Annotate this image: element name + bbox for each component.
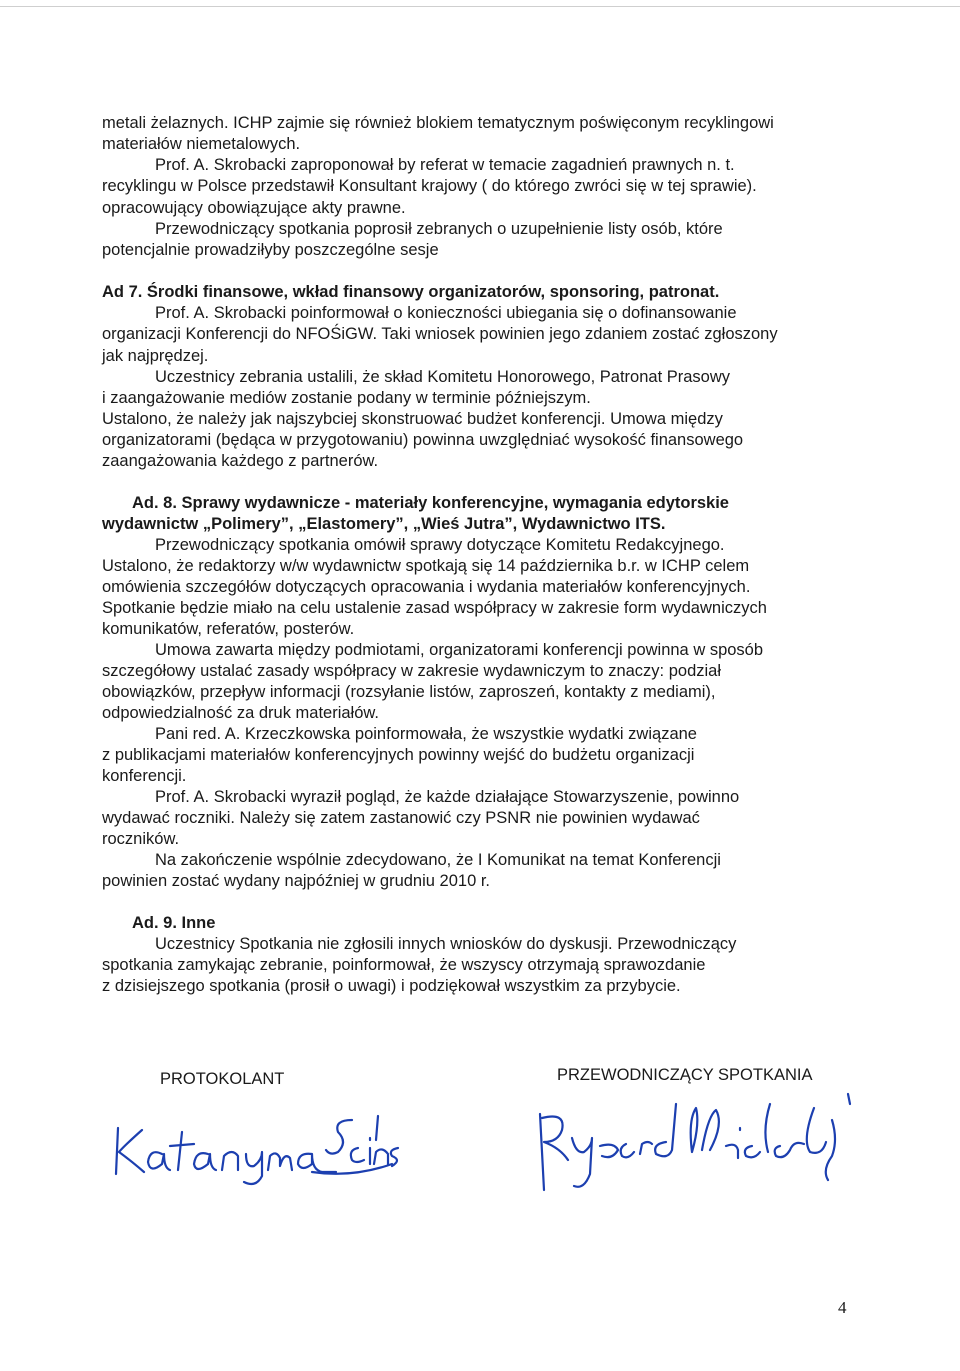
- right-signature: [532, 1090, 862, 1205]
- text-line: Przewodniczący spotkania poprosił zebranych o uzupełnienie listy osób, które: [155, 220, 723, 238]
- text-line: jak najprędzej.: [102, 347, 209, 365]
- text-line: komunikatów, referatów, posterów.: [102, 620, 355, 638]
- text-line: odpowiedzialność za druk materiałów.: [102, 704, 379, 722]
- text-line: obowiązków, przepływ informacji (rozsyłanie listów, zaproszeń, kontakty z mediami),: [102, 683, 716, 701]
- text-line: z publikacjami materiałów konferencyjnych powinny wejść do budżetu organizacji: [102, 746, 695, 764]
- text-line: konferencji.: [102, 767, 187, 785]
- text-line: Prof. A. Skrobacki poinformował o konieczności ubiegania się o dofinansowanie: [155, 304, 737, 322]
- text-line: organizacji Konferencji do NFOŚiGW. Taki wniosek powinien jego zdaniem zostać zgłoszony: [102, 325, 778, 343]
- text-line: powinien zostać wydany najpóźniej w grudniu 2010 r.: [102, 872, 490, 890]
- text-line: metali żelaznych. ICHP zajmie się również blokiem tematycznym poświęconym recyklingowi: [102, 114, 774, 132]
- text-line: i zaangażowanie mediów zostanie podany w terminie późniejszym.: [102, 389, 591, 407]
- text-line: wydawać roczniki. Należy się zatem zastanowić czy PSNR nie powinien wydawać: [102, 809, 700, 827]
- page-number: 4: [838, 1298, 847, 1317]
- text-line: Przewodniczący spotkania omówił sprawy dotyczące Komitetu Redakcyjnego.: [155, 536, 725, 554]
- text-line: z dzisiejszego spotkania (prosił o uwagi) i podziękował wszystkim za przybycie.: [102, 977, 681, 995]
- text-line: Ustalono, że należy jak najszybciej skonstruować budżet konferencji. Umowa między: [102, 410, 723, 428]
- text-line: szczegółowy ustalać zasady współpracy w zakresie wydawniczym to znaczy: podział: [102, 662, 721, 680]
- text-line: opracowujący obowiązujące akty prawne.: [102, 199, 406, 217]
- text-line: Spotkanie będzie miało na celu ustalenie zasad współpracy w zakresie form wydawniczych: [102, 599, 767, 617]
- text-line: Prof. A. Skrobacki zaproponował by referat w temacie zagadnień prawnych n. t.: [155, 156, 735, 174]
- protokolant-label: PROTOKOLANT: [160, 1070, 285, 1088]
- section-heading-ad7: Ad 7. Środki finansowe, wkład finansowy organizatorów, sponsoring, patronat.: [102, 283, 720, 301]
- text-line: Prof. A. Skrobacki wyraził pogląd, że każde działające Stowarzyszenie, powinno: [155, 788, 740, 806]
- text-line: organizatorami (będąca w przygotowaniu) powinna uwzględniać wysokość finansowego: [102, 431, 744, 449]
- text-line: Uczestnicy Spotkania nie zgłosili innych wniosków do dyskusji. Przewodniczący: [155, 935, 737, 953]
- left-signature: [112, 1108, 402, 1188]
- text-line: zaangażowania każdego z partnerów.: [102, 452, 379, 470]
- text-line: Ustalono, że redaktorzy w/w wydawnictw spotkają się 14 października b.r. w ICHP celem: [102, 557, 750, 575]
- text-line: materiałów niemetalowych.: [102, 135, 301, 153]
- text-line: roczników.: [102, 830, 180, 848]
- section-heading-ad8-cont: wydawnictw „Polimery”, „Elastomery”, „Wieś Jutra”, Wydawnictwo ITS.: [102, 515, 666, 533]
- section-heading-ad8: Ad. 8. Sprawy wydawnicze - materiały konferencyjne, wymagania edytorskie: [132, 494, 729, 512]
- text-line: recyklingu w Polsce przedstawił Konsultant krajowy ( do którego zwróci się w tej sprawie).: [102, 177, 757, 195]
- text-line: Uczestnicy zebrania ustalili, że skład Komitetu Honorowego, Patronat Prasowy: [155, 368, 731, 386]
- text-line: omówienia szczegółów dotyczących opracowania i wydania materiałów konferencyjnych.: [102, 578, 751, 596]
- chairman-label: PRZEWODNICZĄCY SPOTKANIA: [557, 1066, 813, 1084]
- text-line: Pani red. A. Krzeczkowska poinformowała, że wszystkie wydatki związane: [155, 725, 697, 743]
- text-line: potencjalnie prowadziłyby poszczególne sesje: [102, 241, 439, 259]
- text-line: spotkania zamykając zebranie, poinformował, że wszyscy otrzymają sprawozdanie: [102, 956, 706, 974]
- text-line: Na zakończenie wspólnie zdecydowano, że I Komunikat na temat Konferencji: [155, 851, 721, 869]
- text-line: Umowa zawarta między podmiotami, organizatorami konferencji powinna w sposób: [155, 641, 764, 659]
- section-heading-ad9: Ad. 9. Inne: [132, 914, 216, 932]
